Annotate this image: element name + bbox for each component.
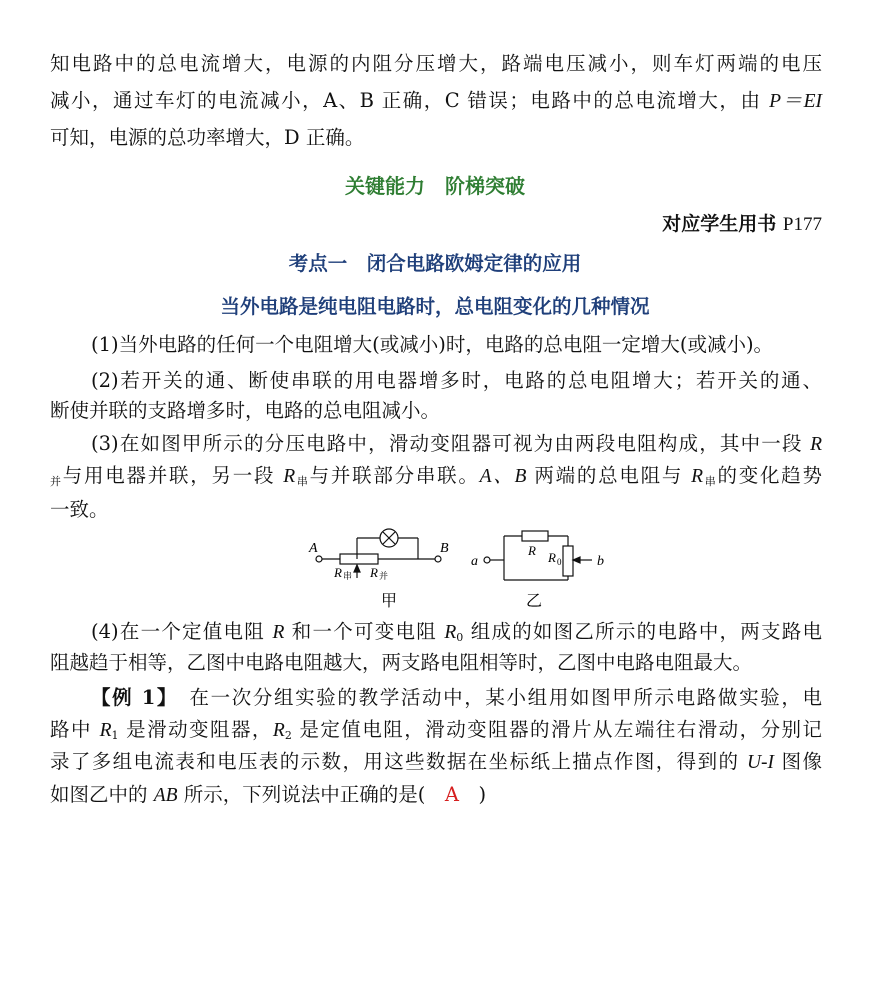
label-R-chuan: R — [334, 565, 342, 580]
point-4-line-2: 阻越趋于相等，乙图中电路电阻越大，两支路电阻相等时，乙图中电路电阻最大。 — [50, 651, 753, 674]
label-R-bing: R — [370, 565, 378, 580]
circuit-figures — [300, 522, 620, 614]
label-R0-sub: 0 — [557, 557, 562, 567]
point-2-line-2: 断使并联的支路增多时，电路的总电阻减小。 — [50, 399, 441, 422]
label-R0: R — [548, 550, 556, 565]
point-3-line-3: 一致。 — [50, 498, 109, 521]
label-R-bing-sub: 并 — [379, 571, 389, 581]
answer-mark: A — [444, 783, 459, 806]
example-line-4: 如图乙中的 AB 所示，下列说法中正确的是( A ) — [50, 783, 487, 806]
subtopic-title: 当外电路是纯电阻电路时，总电阻变化的几种情况 — [220, 295, 650, 318]
slider-arrow-icon — [573, 557, 580, 563]
label-R-chuan-sub: 串 — [343, 571, 353, 581]
example-line-3: 录了多组电流表和电压表的示数，用这些数据在坐标纸上描点作图，得到的 U-I 图像 — [50, 750, 822, 773]
book-reference: 对应学生用书 P177 — [662, 213, 822, 235]
power-formula: P＝EI — [769, 91, 822, 112]
caption-jia: 甲 — [381, 593, 398, 610]
label-B: B — [440, 541, 449, 556]
label-A: A — [309, 541, 318, 556]
intro-line-1: 知电路中的总电流增大，电源的内阻分压增大，路端电压减小，则车灯两端的电压 — [50, 52, 822, 75]
point-3-line-2: $_并$与用电器并联，另一段 $R_串$与并联部分串联。A、B 两端的总电阻与 $R_串$的变化趋势 — [50, 464, 822, 488]
intro-line-2: 减小，通过车灯的电流减小，A、B 正确，C 错误；电路中的总电流增大，由 P＝EI — [50, 89, 822, 112]
section-title: 关键能力 阶梯突破 — [345, 174, 525, 198]
point-4-line-1: (4)在一个定值电阻 R 和一个可变电阻 $R_0$ 组成的如图乙所示的电路中，两支路电 — [91, 620, 822, 644]
label-a: a — [471, 554, 478, 569]
example-label: 【例 1】 — [91, 686, 169, 709]
figure-yi-parallel-circuit — [484, 531, 592, 580]
topic-title: 考点一 闭合电路欧姆定律的应用 — [288, 252, 582, 275]
example-line-1: 【例 1】 在一次分组实验的教学活动中，某小组用如图甲所示电路做实验，电 — [91, 686, 822, 709]
caption-yi: 乙 — [526, 593, 543, 610]
label-R: R — [528, 543, 536, 558]
point-2-line-1: (2)若开关的通、断使串联的用电器增多时，电路的总电阻增大；若开关的通、 — [91, 369, 822, 392]
slider-arrow-icon — [354, 565, 360, 572]
label-b: b — [597, 554, 604, 569]
point-1: (1)当外电路的任何一个电阻增大(或减小)时，电路的总电阻一定增大(或减小)。 — [91, 333, 774, 356]
example-line-2: 路中 $R_1$ 是滑动变阻器，$R_2$ 是定值电阻，滑动变阻器的滑片从左端往右滑动，分别记 — [50, 718, 823, 742]
point-3-line-1: (3)在如图甲所示的分压电路中，滑动变阻器可视为由两段电阻构成，其中一段 R — [91, 432, 822, 455]
intro-line-3: 可知，电源的总功率增大，D 正确。 — [50, 126, 365, 149]
